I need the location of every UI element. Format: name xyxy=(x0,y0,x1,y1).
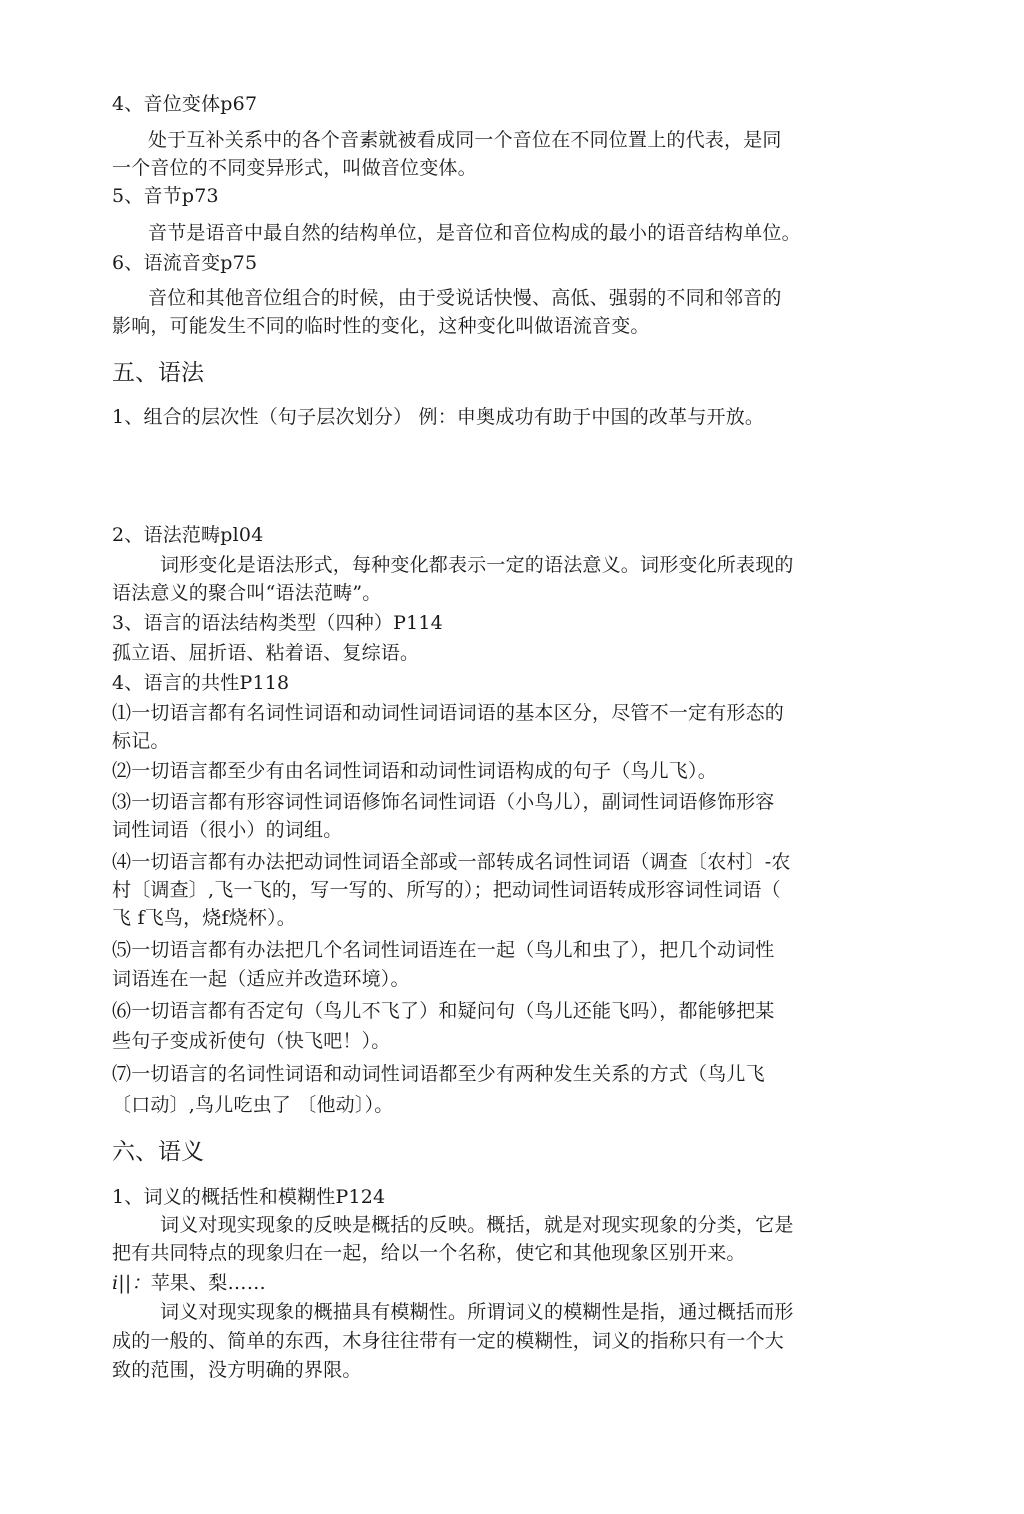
subsection-title-phoneme-variant: 4、音位变体p67 xyxy=(112,93,258,115)
paragraph-line: 处于互补关系中的各个音素就被看成同一个音位在不同位置上的代表，是同 xyxy=(148,129,782,151)
paragraph-line: 词义对现实现象的概描具有模糊性。所谓词义的模糊性是指，通过概括而形 xyxy=(160,1301,794,1323)
paragraph-line: 词义对现实现象的反映是概括的反映。概括，就是对现实现象的分类，它是 xyxy=(160,1214,794,1236)
example-mark: i||： xyxy=(112,1272,151,1294)
paragraph-line: 致的范围，没方明确的界限。 xyxy=(112,1359,362,1381)
subsection-title-universals: 4、语言的共性P118 xyxy=(112,672,290,694)
list-item-line: ⑸一切语言都有办法把几个名词性词语连在一起（鸟儿和虫了），把几个动词性 xyxy=(112,939,775,961)
paragraph-line: 把有共同特点的现象归在一起，给以一个名称，使它和其他现象区别开来。 xyxy=(112,1242,746,1264)
section-heading-grammar: 五、语法 xyxy=(112,360,204,386)
list-item-line: 词语连在一起（适应并改造环境）。 xyxy=(112,968,410,990)
paragraph-line: 成的一般的、简单的东西，木身往往带有一定的模糊性，词义的指称只有一个大 xyxy=(112,1330,785,1352)
subsection-title-generality-vagueness: 1、词义的概括性和模糊性P124 xyxy=(112,1186,386,1208)
subsection-title-hierarchy: 1、组合的层次性（句子层次划分） 例：申奥成功有助于中国的改革与开放。 xyxy=(112,406,765,428)
paragraph-line: 音节是语音中最自然的结构单位，是音位和音位构成的最小的语音结构单位。 xyxy=(148,222,801,244)
example-line xyxy=(112,1270,912,1296)
paragraph-line: 孤立语、屈折语、粘着语、复综语。 xyxy=(112,642,420,664)
subsection-title-structure-types: 3、语言的语法结构类型（四种）P114 xyxy=(112,612,443,634)
list-item-line: ⑶一切语言都有形容词性词语修饰名词性词语（小鸟儿），副词性词语修饰形容 xyxy=(112,791,775,813)
paragraph-line: 一个音位的不同变异形式，叫做音位变体。 xyxy=(112,157,477,179)
paragraph-line: 词形变化是语法形式，每种变化都表示一定的语法意义。词形变化所表现的 xyxy=(160,554,794,576)
list-item-line: ⑺一切语言的名词性词语和动词性词语都至少有两种发生关系的方式（鸟儿飞 xyxy=(112,1063,765,1085)
paragraph-line: 语法意义的聚合叫“语法范畴”。 xyxy=(112,582,382,604)
section-heading-semantics: 六、语义 xyxy=(112,1139,204,1165)
list-item-line: ⑵一切语言都至少有由名词性词语和动词性词语构成的句子（鸟儿飞）。 xyxy=(112,760,717,782)
subsection-title-grammatical-category: 2、语法范畴pl04 xyxy=(112,524,264,546)
list-item-line: 〔口动〕,鸟儿吃虫了 〔他动〕）。 xyxy=(112,1094,394,1116)
example-text: 苹果、梨…… xyxy=(150,1272,266,1294)
list-item-line: ⑷一切语言都有办法把动词性词语全部或一部转成名词性词语（调查〔农村〕-农 xyxy=(112,851,791,873)
paragraph-line: 影响，可能发生不同的临时性的变化，这种变化叫做语流音变。 xyxy=(112,315,650,337)
paragraph-line: 音位和其他音位组合的时候，由于受说话快慢、高低、强弱的不同和邻音的 xyxy=(148,287,782,309)
list-item-line: 词性词语（很小）的词组。 xyxy=(112,819,343,841)
subsection-title-sound-change: 6、语流音变p75 xyxy=(112,252,258,274)
subsection-title-syllable: 5、音节p73 xyxy=(112,185,219,207)
list-item-line: 村〔调查〕,飞一飞的，写一写的、所写的）；把动词性词语转成形容词性词语（ xyxy=(112,879,781,901)
list-item-line: 些句子变成祈使句（快飞吧！）。 xyxy=(112,1030,391,1052)
list-item-line: 飞 f飞鸟，烧f烧杯）。 xyxy=(112,907,297,929)
list-item-line: ⑴一切语言都有名词性词语和动词性词语词语的基本区分，尽管不一定有形态的 xyxy=(112,702,785,724)
list-item-line: ⑹一切语言都有否定句（鸟儿不飞了）和疑问句（鸟儿还能飞吗），都能够把某 xyxy=(112,1000,775,1022)
list-item-line: 标记。 xyxy=(112,730,170,752)
